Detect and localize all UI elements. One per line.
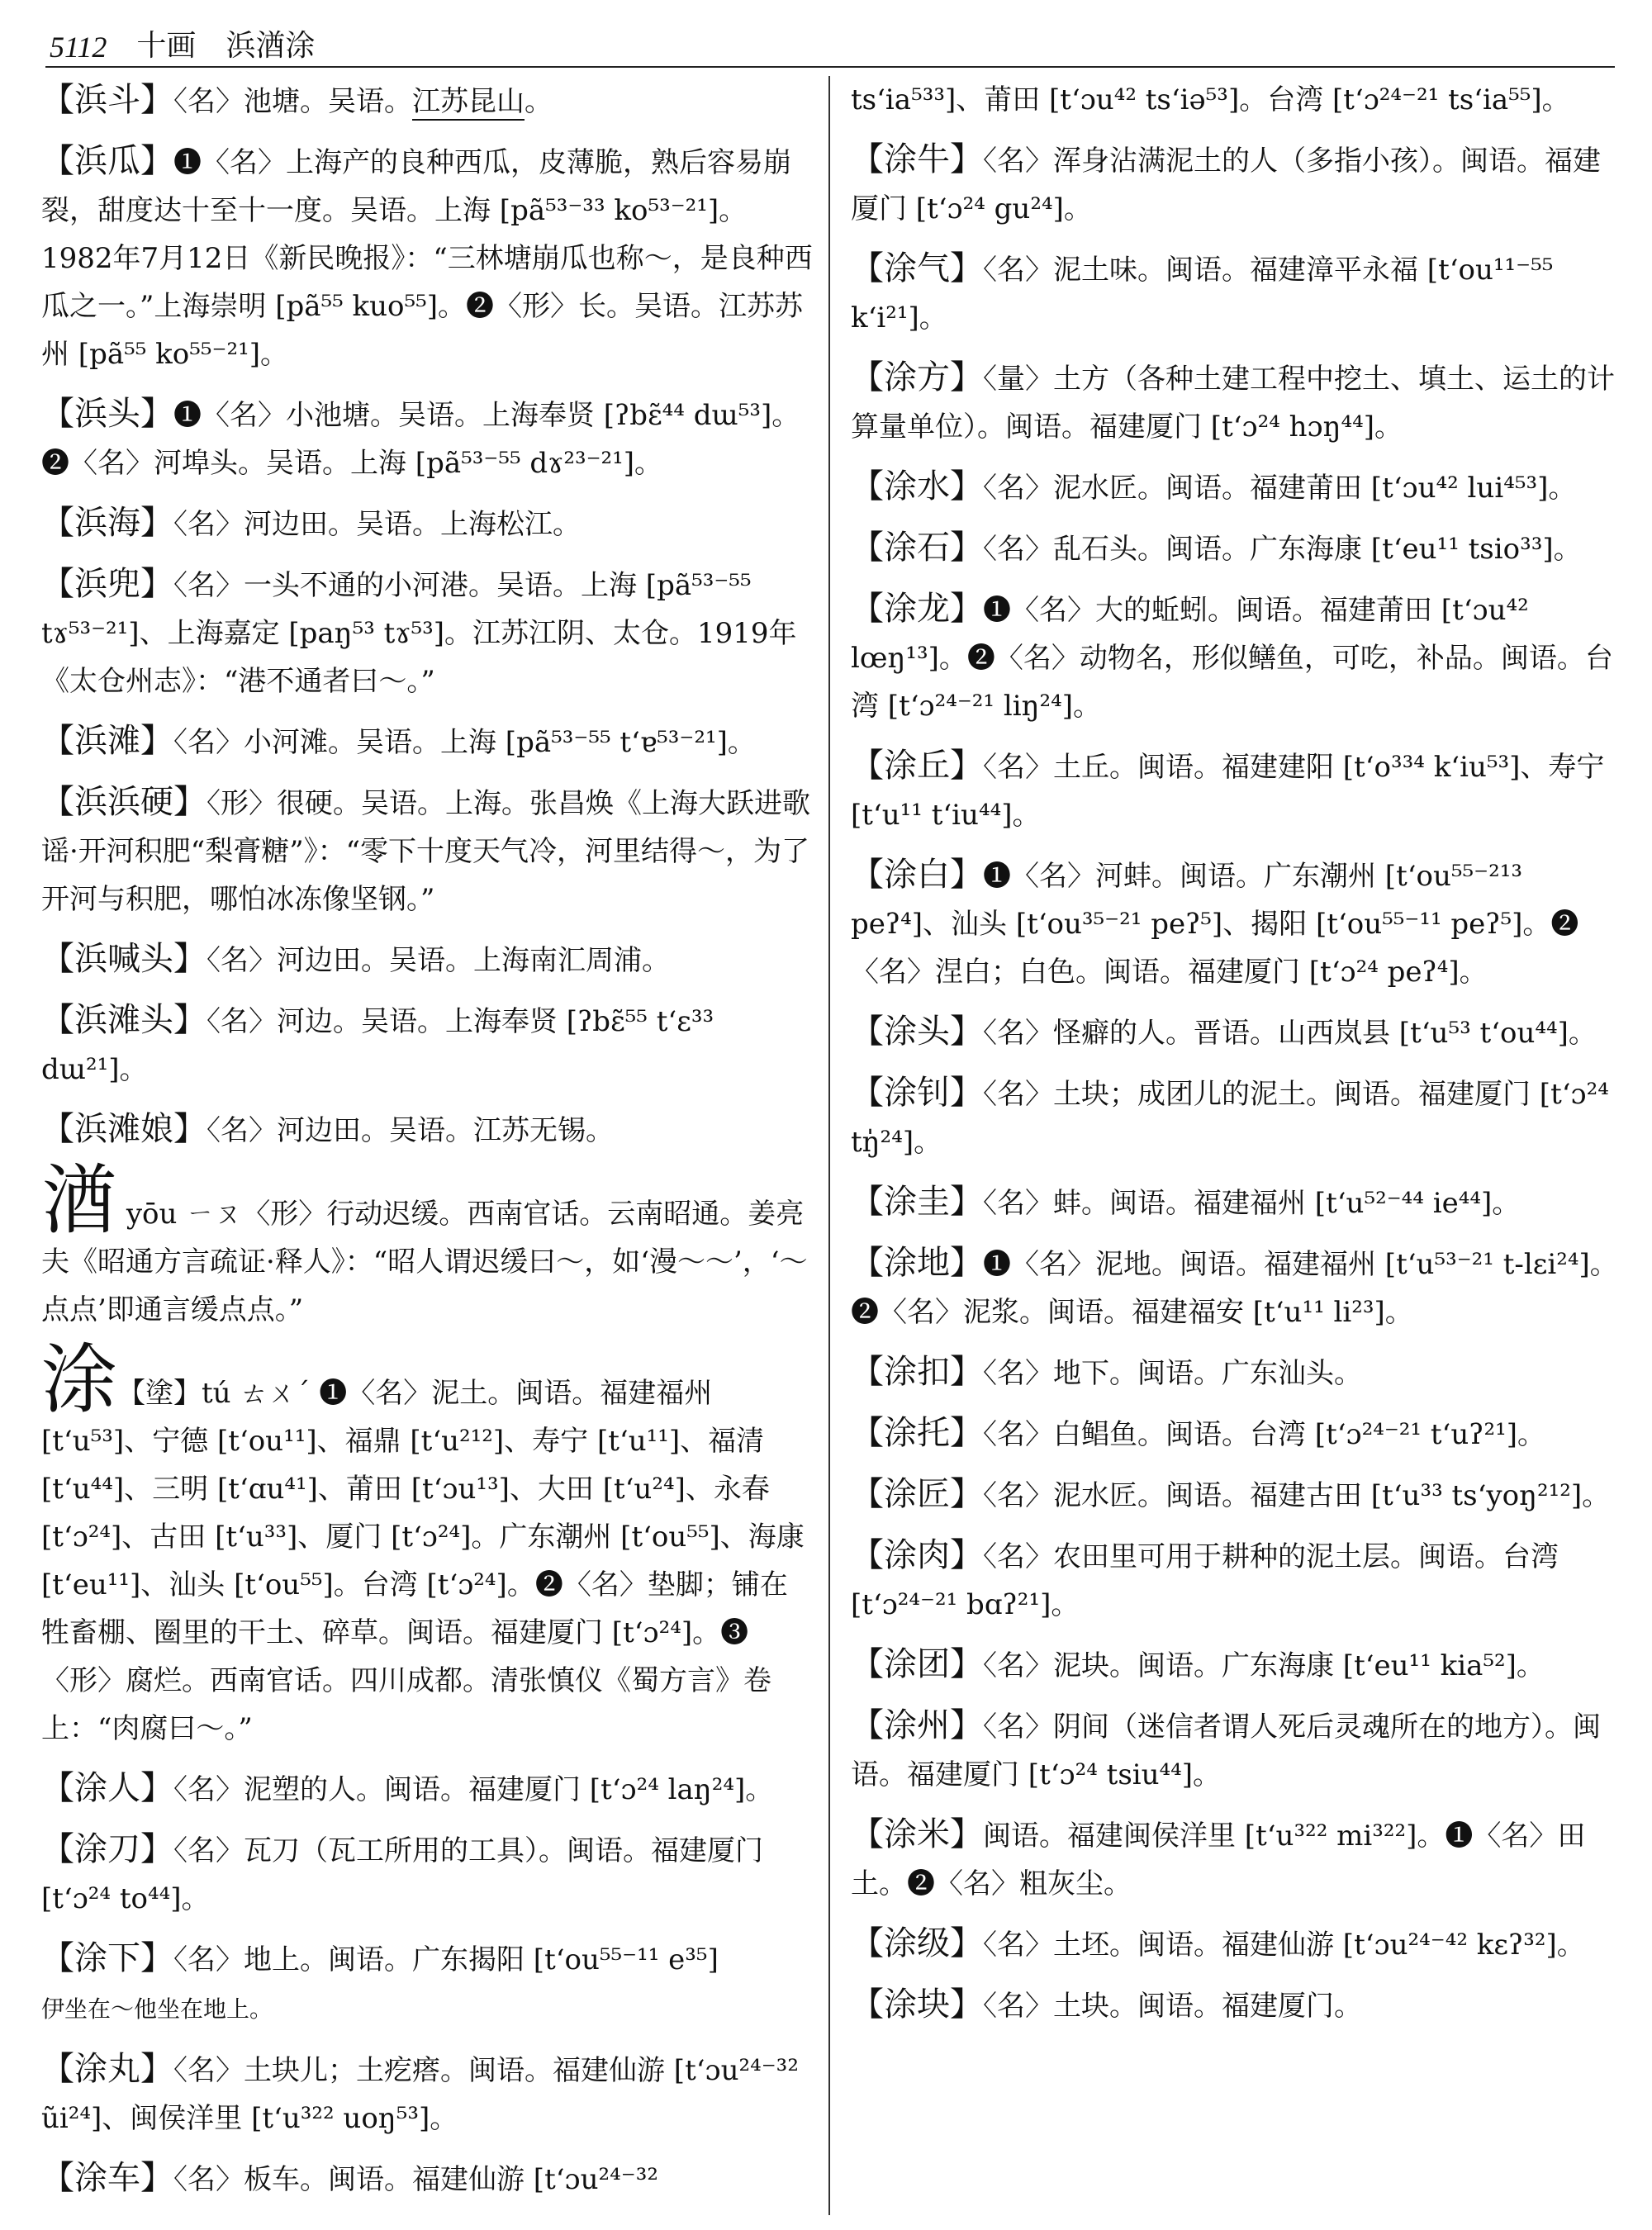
definition: 〈名〉土丘。闽语。福建建阳 [tʻo³³⁴ kʻiu⁵³]、寿宁 [tʻu¹¹ tʻiu⁴⁴]。 <box>851 751 1605 832</box>
definition: 〈名〉土块；成团儿的泥土。闽语。福建厦门 [tʻɔ²⁴ tŋ̍²⁴]。 <box>851 1078 1609 1159</box>
definition: 〈名〉乱石头。闽语。广东海康 [tʻeu¹¹ tsio³³]。 <box>983 533 1582 566</box>
dictionary-entry <box>851 463 1623 512</box>
dictionary-entry <box>41 778 814 923</box>
page-number: 5112 <box>50 31 107 64</box>
definition: 〈名〉小河滩。吴语。上海 [pã⁵³⁻⁵⁵ tʻɐ⁵³⁻²¹]。 <box>173 726 756 759</box>
dictionary-entry <box>41 560 814 705</box>
dictionary-entry <box>41 137 814 378</box>
dictionary-entry <box>851 1409 1623 1459</box>
section-label: 十画 <box>136 29 197 63</box>
headword: 【涂人】 <box>41 1769 173 1807</box>
dictionary-entry <box>41 1764 814 1814</box>
headword: 【涂头】 <box>851 1013 983 1051</box>
headword: 【涂钊】 <box>851 1074 983 1112</box>
headword: 【涂龙】 <box>851 590 983 628</box>
definition: 〈名〉地下。闽语。广东汕头。 <box>983 1357 1362 1390</box>
definition: 〈名〉地上。闽语。广东揭阳 [tʻou⁵⁵⁻¹¹ e³⁵] <box>173 1943 719 1976</box>
definition: 〈名〉阴间（迷信者谓人死后灵魂所在的地方）。闽语。福建厦门 [tʻɔ²⁴ tsiu⁴⁴]。 <box>851 1710 1601 1791</box>
definition: ❶〈名〉河蚌。闽语。广东潮州 [tʻou⁵⁵⁻²¹³ peʔ⁴]、汕头 [tʻou³⁵⁻²¹ peʔ⁵]、揭阳 [tʻou⁵⁵⁻¹¹ peʔ⁵]。❷〈名〉涅白；白色。闽语。福建厦门 [tʻɔ²⁴ peʔ⁴]。 <box>851 860 1579 989</box>
definition-tail: 。 <box>525 85 553 118</box>
character-entry <box>41 1336 814 1753</box>
headword: 【涂级】 <box>851 1924 983 1962</box>
definition: 〈量〉土方（各种土建工程中挖土、填土、运土的计算量单位）。闽语。福建厦门 [tʻɔ²⁴ hɔŋ⁴⁴]。 <box>851 363 1615 444</box>
headword: 【涂水】 <box>851 467 983 505</box>
dictionary-entry <box>41 1934 814 2033</box>
definition: 〈名〉瓦刀（瓦工所用的工具）。闽语。福建厦门 [tʻɔ²⁴ to⁴⁴]。 <box>41 1834 763 1915</box>
definition: 〈名〉泥塑的人。闽语。福建厦门 [tʻɔ²⁴ laŋ²⁴]。 <box>173 1773 774 1806</box>
page-header <box>50 25 1619 64</box>
dictionary-entry <box>41 76 814 126</box>
headword: 【涂米】 <box>851 1815 983 1853</box>
dictionary-entry <box>41 935 814 985</box>
headword: 【涂肉】 <box>851 1536 983 1574</box>
headword: 【浜头】 <box>41 395 173 433</box>
headword: 【涂扣】 <box>851 1353 983 1391</box>
dictionary-entry <box>41 1105 814 1155</box>
headword: 【涂块】 <box>851 1986 983 2024</box>
definition: 〈名〉怪癖的人。晋语。山西岚县 [tʻu⁵³ tʻou⁴⁴]。 <box>983 1017 1597 1050</box>
location: 江苏昆山 <box>412 85 525 121</box>
dictionary-entry <box>851 135 1623 233</box>
headword: 【涂气】 <box>851 249 983 287</box>
dictionary-entry <box>851 1810 1623 1908</box>
headword: 【浜斗】 <box>41 81 173 119</box>
dictionary-entry <box>41 996 814 1094</box>
dictionary-entry <box>851 353 1623 451</box>
dictionary-entry <box>41 2154 814 2204</box>
definition: 〈名〉农田里可用于耕种的泥土层。闽语。台湾 [tʻɔ²⁴⁻²¹ bɑʔ²¹]。 <box>851 1540 1559 1621</box>
headword: 【浜瓜】 <box>41 142 173 180</box>
definition: 〈名〉浑身沾满泥土的人（多指小孩）。闽语。福建厦门 [tʻɔ²⁴ gu²⁴]。 <box>851 145 1601 225</box>
definition: 〈名〉河边。吴语。上海奉贤 [ʔbɛ̃⁵⁵ tʻɛ³³ dɯ²¹]。 <box>41 1005 714 1086</box>
dictionary-entry <box>851 1239 1623 1336</box>
dictionary-entry <box>851 1069 1623 1166</box>
definition: ❶〈名〉泥地。闽语。福建福州 [tʻu⁵³⁻²¹ t-lɛi²⁴]。❷〈名〉泥浆。闽语。福建福安 [tʻu¹¹ li²³]。 <box>851 1248 1618 1329</box>
dictionary-entry <box>851 1640 1623 1690</box>
head-character: 涂 <box>41 1336 118 1424</box>
definition: 【塗】tú ㄊㄨˊ ❶〈名〉泥土。闽语。福建福州 [tʻu⁵³]、宁德 [tʻou¹¹]、福鼎 [tʻu²¹²]、寿宁 [tʻu¹¹]、福清 [tʻu⁴⁴]、三明 [tʻɑu⁴¹]、莆田 [tʻɔu¹³]、大田 [tʻu²⁴]、永春 [tʻɔ²⁴]、古田 [tʻu³³]、厦门 [tʻɔ²⁴]。广东潮州 [tʻou⁵⁵]、海康 [tʻeu¹¹]、汕头 [tʻou⁵⁵]。台湾 [tʻɔ²⁴]。❷〈名〉垫脚；铺在牲畜棚、圈里的干土、碎草。闽语。福建厦门 [tʻɔ²⁴]。❸〈形〉腐烂。西南官话。四川成都。清张慎仪《蜀方言》卷上：“肉腐曰～。” <box>41 1377 805 1745</box>
headword: 【涂圭】 <box>851 1183 983 1221</box>
definition: 〈名〉土坯。闽语。福建仙游 [tʻɔu²⁴⁻⁴² kɛʔ³²]。 <box>983 1929 1585 1962</box>
definition: 〈名〉泥块。闽语。广东海康 [tʻeu¹¹ kia⁵²]。 <box>983 1649 1545 1682</box>
headword: 【涂丸】 <box>41 2050 173 2088</box>
dictionary-entry <box>851 524 1623 573</box>
definition: 〈名〉白鲳鱼。闽语。台湾 [tʻɔ²⁴⁻²¹ tʻuʔ²¹]。 <box>983 1418 1545 1451</box>
right-column <box>851 76 1623 2042</box>
headword: 【涂车】 <box>41 2159 173 2197</box>
headword: 【浜兜】 <box>41 565 173 603</box>
headword: 【浜浜硬】 <box>41 783 206 821</box>
head-character: 湭 <box>41 1156 118 1245</box>
definition: 〈名〉土块。闽语。福建厦门。 <box>983 1990 1362 2023</box>
definition: 〈形〉很硬。吴语。上海。张昌焕《上海大跃进歌谣·开河积肥“梨膏糖”》：“零下十度天气冷，河里结得～，为了开河与积肥，哪怕冰冻像坚钢。” <box>41 787 810 916</box>
dictionary-entry <box>851 1919 1623 1969</box>
dictionary-entry <box>41 1825 814 1923</box>
column-divider <box>828 76 830 2215</box>
definition: ❶〈名〉小池塘。吴语。上海奉贤 [ʔbɛ̃⁴⁴ dɯ⁵³]。❷〈名〉河埠头。吴语。上海 [pã⁵³⁻⁵⁵ dɤ²³⁻²¹]。 <box>41 399 800 480</box>
dictionary-entry <box>851 1701 1623 1799</box>
headword: 【涂州】 <box>851 1706 983 1744</box>
headword: 【浜海】 <box>41 504 173 542</box>
dictionary-entry <box>851 1531 1623 1629</box>
dictionary-entry <box>851 1008 1623 1057</box>
definition: yōu ㄧㄡ〈形〉行动迟缓。西南官话。云南昭通。姜亮夫《昭通方言疏证·释人》：“昭人谓迟缓曰～，如‘漫～～’，‘～点点’即通言缓点点。” <box>41 1198 808 1326</box>
definition: 〈名〉河边田。吴语。上海南汇周浦。 <box>206 944 670 977</box>
headword: 【涂方】 <box>851 358 983 396</box>
definition: 〈名〉池塘。吴语。 <box>173 85 412 118</box>
definition: 〈名〉板车。闽语。福建仙游 [tʻɔu²⁴⁻³² <box>173 2163 658 2196</box>
definition: ❶〈名〉上海产的良种西瓜，皮薄脆，熟后容易崩裂，甜度达十至十一度。吴语。上海 [pã⁵³⁻³³ ko⁵³⁻²¹]。1982年7月12日《新民晚报》：“三林塘崩瓜也称～，是良种西瓜之一。”上海崇明 [pã⁵⁵ kuo⁵⁵]。❷〈形〉长。吴语。江苏苏州 [pã⁵⁵ ko⁵⁵⁻²¹]。 <box>41 146 813 371</box>
header-chars: 浜湭涂 <box>225 29 316 63</box>
character-entry <box>41 1156 814 1334</box>
example-sentence: 伊坐在～他坐在地上。 <box>41 1995 273 2023</box>
headword: 【涂白】 <box>851 856 983 894</box>
definition: 〈名〉河边田。吴语。上海松江。 <box>173 508 581 541</box>
definition: 〈名〉蚌。闽语。福建福州 [tʻu⁵²⁻⁴⁴ ie⁴⁴]。 <box>983 1187 1521 1220</box>
headword: 【浜喊头】 <box>41 940 206 978</box>
dictionary-entry <box>851 1981 1623 2030</box>
dictionary-entry <box>41 390 814 487</box>
definition: 〈名〉泥水匠。闽语。福建古田 [tʻu³³ tsʻyoŋ²¹²]。 <box>983 1479 1611 1512</box>
headword: 【涂团】 <box>851 1645 983 1683</box>
headword: 【涂托】 <box>851 1414 983 1452</box>
definition: 〈名〉土块儿；土疙瘩。闽语。福建仙游 [tʻɔu²⁴⁻³² ũi²⁴]、闽侯洋里 [tʻu³²² uoŋ⁵³]。 <box>41 2054 799 2135</box>
definition: 〈名〉一头不通的小河港。吴语。上海 [pã⁵³⁻⁵⁵ tɤ⁵³⁻²¹]、上海嘉定 [paŋ⁵³ tɤ⁵³]。江苏江阴、太仓。1919年《太仓州志》：“港不通者曰～。” <box>41 569 797 698</box>
headword: 【涂丘】 <box>851 747 983 785</box>
definition: 〈名〉泥水匠。闽语。福建莆田 [tʻɔu⁴² lui⁴⁵³]。 <box>983 472 1577 505</box>
headword: 【浜滩】 <box>41 722 173 760</box>
dictionary-entry <box>851 1348 1623 1397</box>
dictionary-entry <box>851 851 1623 996</box>
header-rule <box>45 66 1615 68</box>
definition: 〈名〉河边田。吴语。江苏无锡。 <box>206 1114 614 1147</box>
dictionary-entry <box>41 717 814 766</box>
headword: 【涂下】 <box>41 1939 173 1977</box>
headword: 【浜滩头】 <box>41 1001 206 1039</box>
headword: 【涂地】 <box>851 1244 983 1282</box>
dictionary-entry <box>851 585 1623 730</box>
headword: 【涂匠】 <box>851 1475 983 1513</box>
dictionary-entry <box>851 1470 1623 1520</box>
headword: 【涂牛】 <box>851 140 983 178</box>
definition: ❶〈名〉大的蚯蚓。闽语。福建莆田 [tʻɔu⁴² lœŋ¹³]。❷〈名〉动物名，形似鳝鱼，可吃，补品。闽语。台湾 [tʻɔ²⁴⁻²¹ liŋ²⁴]。 <box>851 594 1613 723</box>
headword: 【涂刀】 <box>41 1830 173 1868</box>
continued-entry: tsʻia⁵³³]、莆田 [tʻɔu⁴² tsʻiə⁵³]。台湾 [tʻɔ²⁴⁻²¹ tsʻia⁵⁵]。 <box>851 83 1570 116</box>
left-column <box>41 76 814 2215</box>
dictionary-entry <box>41 2045 814 2142</box>
dictionary-entry <box>851 244 1623 342</box>
headword: 【浜滩娘】 <box>41 1110 206 1148</box>
definition: 闽语。福建闽侯洋里 [tʻu³²² mi³²²]。❶〈名〉田土。❷〈名〉粗灰尘。 <box>851 1820 1586 1900</box>
dictionary-entry <box>41 499 814 548</box>
dictionary-entry <box>851 1178 1623 1227</box>
dictionary-entry <box>851 742 1623 839</box>
definition: 〈名〉泥土味。闽语。福建漳平永福 [tʻou¹¹⁻⁵⁵ kʻi²¹]。 <box>851 254 1554 334</box>
headword: 【涂石】 <box>851 529 983 567</box>
